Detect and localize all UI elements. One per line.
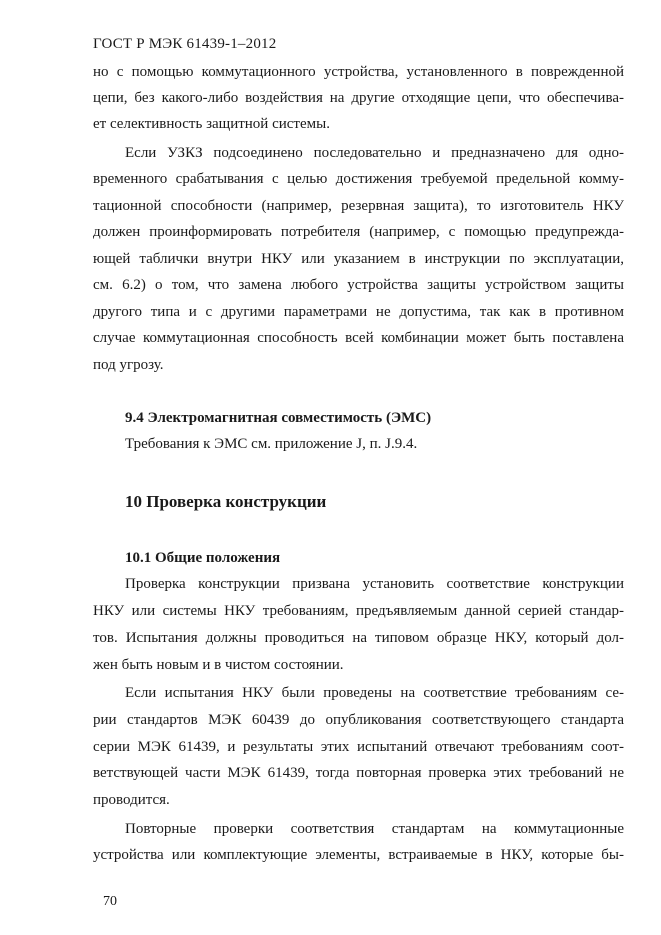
- text-line: Если УЗКЗ подсоединено последовательно и предназначено для одно-: [125, 145, 624, 161]
- page-number: 70: [103, 894, 117, 909]
- text-line: тов. Испытания должны проводиться на типовом образце НКУ, который дол-: [93, 630, 624, 646]
- text-line: Требования к ЭМС см. приложение J, п. J.9.4.: [125, 436, 418, 452]
- text-line: под угрозу.: [93, 357, 164, 373]
- text-line: жен быть новым и в чистом состоянии.: [93, 657, 344, 673]
- text-line: рии стандартов МЭК 60439 до опубликования соответствующего стандарта: [93, 712, 624, 728]
- text-line: серии МЭК 61439, и результаты этих испытаний отвечают требованиям соот-: [93, 739, 624, 755]
- text-line: Если испытания НКУ были проведены на соответствие требованиям се-: [125, 685, 624, 701]
- section-heading-10: 10 Проверка конструкции: [125, 492, 327, 511]
- text-line: случае коммутационная способность всей комбинации может быть поставлена: [93, 330, 624, 346]
- document-header: ГОСТ Р МЭК 61439-1–2012: [93, 36, 277, 52]
- section-heading-9-4: 9.4 Электромагнитная совместимость (ЭМС): [125, 410, 432, 426]
- text-line: должен проинформировать потребителя (например, с помощью предупрежда-: [93, 224, 624, 240]
- section-heading-10-1: 10.1 Общие положения: [125, 550, 281, 566]
- text-line: НКУ или системы НКУ требованиям, предъявляемым данной серией стандар-: [93, 603, 624, 619]
- text-line: ющей таблички внутри НКУ или указанием в инструкции по эксплуатации,: [93, 251, 624, 267]
- text-line: ет селективность защитной системы.: [93, 116, 330, 132]
- text-line: устройства или комплектующие элементы, встраиваемые в НКУ, которые бы-: [93, 847, 624, 863]
- text-line: тационной способности (например, резервная защита), то изготовитель НКУ: [93, 198, 624, 214]
- text-line: ветствующей части МЭК 61439, тогда повторная проверка этих требований не: [93, 765, 624, 781]
- text-line: но с помощью коммутационного устройства, установленного в поврежденной: [93, 64, 624, 80]
- text-line: проводится.: [93, 792, 170, 808]
- text-line: Повторные проверки соответствия стандартам на коммутационные: [125, 821, 624, 837]
- text-line: цепи, без какого-либо воздействия на другие отходящие цепи, что обеспечива-: [93, 90, 624, 106]
- text-line: см. 6.2) о том, что замена любого устройства защиты устройством защиты: [93, 277, 624, 293]
- text-line: другого типа и с другими параметрами не допустима, так как в противном: [93, 304, 624, 320]
- text-line: Проверка конструкции призвана установить соответствие конструкции: [125, 576, 624, 592]
- text-line: временного срабатывания с целью достижения требуемой предельной комму-: [93, 171, 624, 187]
